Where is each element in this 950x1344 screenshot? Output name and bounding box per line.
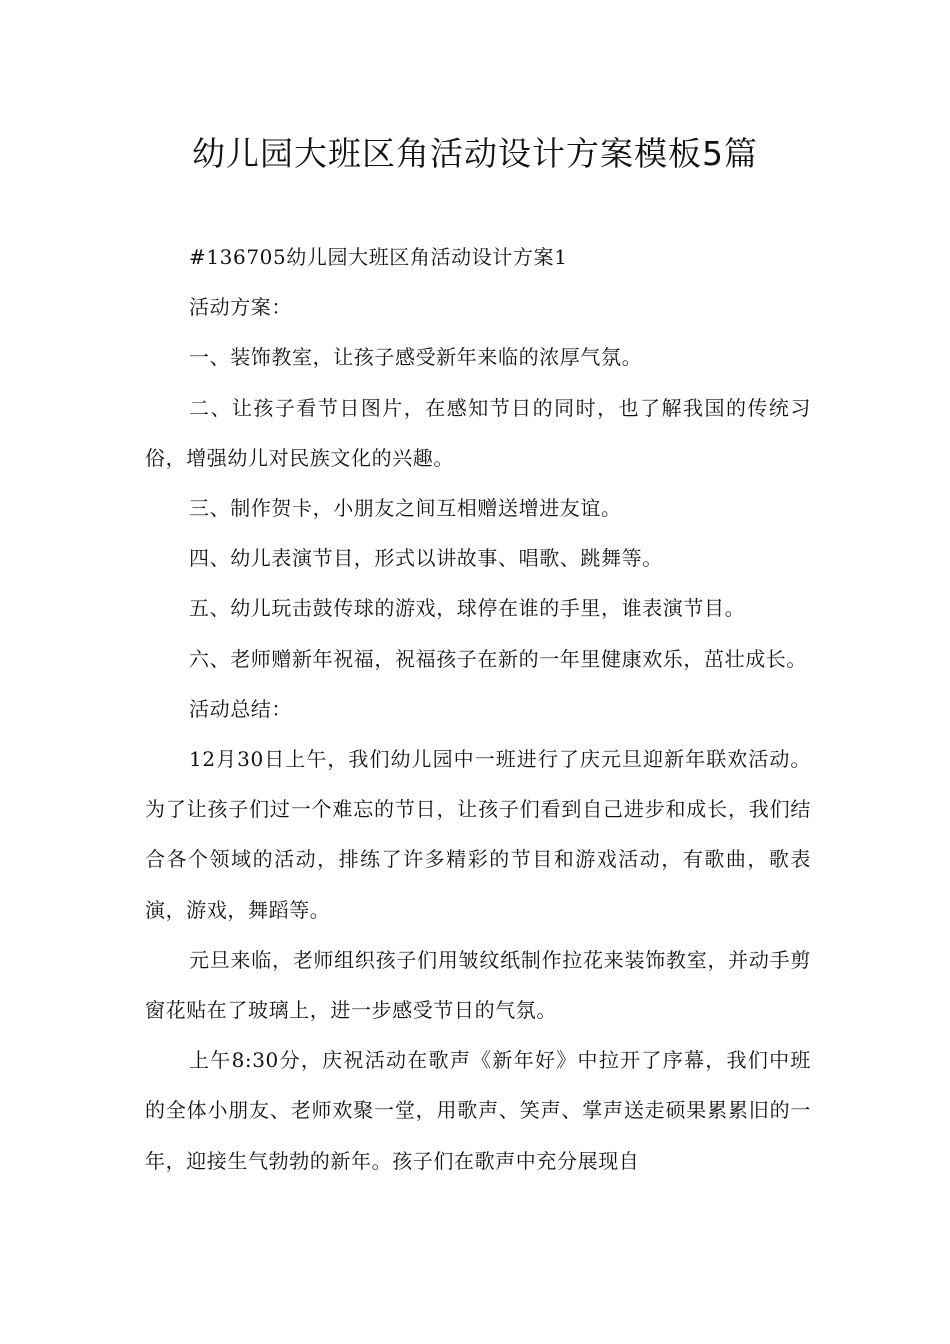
paragraph-item-4: 四、幼儿表演节目，形式以讲故事、唱歌、跳舞等。	[189, 546, 663, 571]
paragraph-item-2: 二、让孩子看节日图片，在感知节日的同时，也了解我国的传统习俗，增强幼儿对民族文化的兴趣。	[145, 395, 811, 470]
document-title: 幼儿园大班区角活动设计方案模板5篇	[192, 134, 758, 173]
paragraph-summary-3: 上午8:30分，庆祝活动在歌声《新年好》中拉开了序幕，我们中班的全体小朋友、老师欢聚一堂，用歌声、笑声、掌声送走硕果累累旧的一年，迎接生气勃勃的新年。孩子们在歌声中充分展现自	[145, 1048, 811, 1173]
paragraph-item-3: 三、制作贺卡，小朋友之间互相赠送增进友谊。	[189, 496, 622, 521]
paragraph-plan-label: 活动方案：	[189, 295, 292, 320]
paragraph-summary-2: 元旦来临，老师组织孩子们用皱纹纸制作拉花来装饰教室，并动手剪窗花贴在了玻璃上，进一步感受节日的气氛。	[145, 947, 811, 1023]
paragraph-heading-1: #136705幼儿园大班区角活动设计方案1	[189, 245, 568, 269]
paragraph-summary-label: 活动总结：	[189, 696, 292, 721]
paragraph-item-1: 一、装饰教室，让孩子感受新年来临的浓厚气氛。	[189, 345, 643, 370]
paragraph-summary-1: 12月30日上午，我们幼儿园中一班进行了庆元旦迎新年联欢活动。为了让孩子们过一个难忘的节日，让孩子们看到自己进步和成长，我们结合各个领域的活动，排练了许多精彩的节目和游戏活动，有歌曲，歌表演，游戏，舞蹈等。	[145, 747, 811, 922]
paragraph-item-6: 六、老师赠新年祝福，祝福孩子在新的一年里健康欢乐，茁壮成长。	[189, 646, 807, 671]
document-body	[145, 232, 811, 1186]
paragraph-item-5: 五、幼儿玩击鼓传球的游戏，球停在谁的手里，谁表演节目。	[189, 596, 746, 621]
